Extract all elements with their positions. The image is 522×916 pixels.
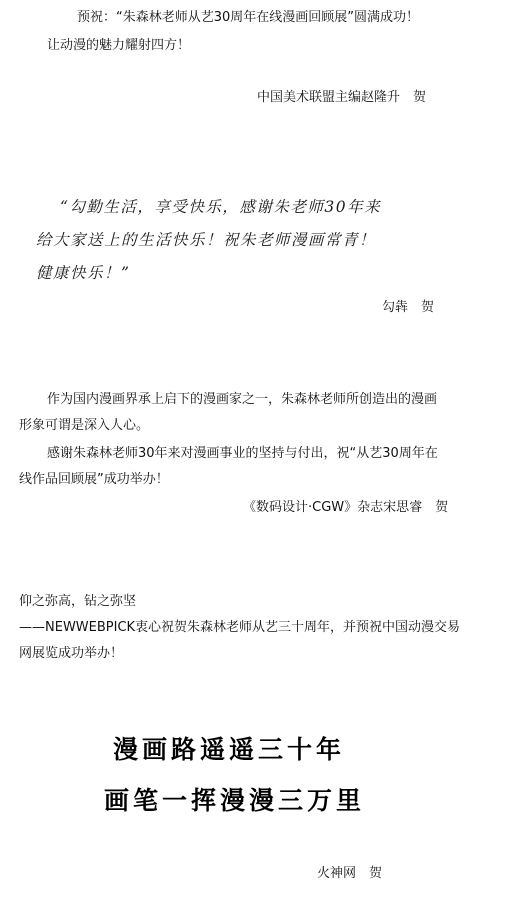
- handwritten-line-3: 健康快乐！”: [36, 264, 131, 282]
- signature-cgw-song-sirui: 《数码设计·CGW》杂志宋思睿 贺: [243, 500, 449, 515]
- newwebpick-line-1: ——NEWWEBPICK衷心祝贺朱森林老师从艺三十周年，并预祝中国动漫交易: [19, 620, 461, 635]
- handwritten-line-1: “勾勤生活，享受快乐，感谢朱老师30年来: [60, 198, 382, 216]
- greeting-line-1: 预祝：“朱森林老师从艺30周年在线漫画回顾展”圆满成功！: [77, 10, 420, 25]
- paragraph-line-4: 线作品回顾展”成功举办！: [19, 472, 169, 487]
- signature-gou-ben: 勾犇 贺: [382, 300, 435, 315]
- newwebpick-line-2: 网展览成功举办！: [19, 646, 124, 661]
- signature-zhao-longsheng: 中国美术联盟主编赵隆升 贺: [257, 90, 427, 105]
- motto-line: 仰之弥高，钻之弥坚: [19, 594, 137, 609]
- signature-huoshen: 火神网 贺: [317, 866, 383, 881]
- paragraph-line-2: 形象可谓是深入人心。: [19, 418, 150, 433]
- handwritten-line-2: 给大家送上的生活快乐！祝朱老师漫画常青！: [36, 231, 377, 249]
- calligraphy-line-1: 漫画路遥遥三十年: [113, 735, 346, 764]
- paragraph-line-1: 作为国内漫画界承上启下的漫画家之一，朱森林老师所创造出的漫画: [47, 392, 438, 407]
- paragraph-line-3: 感谢朱森林老师30年来对漫画事业的坚持与付出，祝“从艺30周年在: [47, 446, 438, 461]
- calligraphy-line-2: 画笔一挥漫漫三万里: [104, 786, 366, 815]
- greeting-line-2: 让动漫的魅力耀射四方！: [47, 38, 191, 53]
